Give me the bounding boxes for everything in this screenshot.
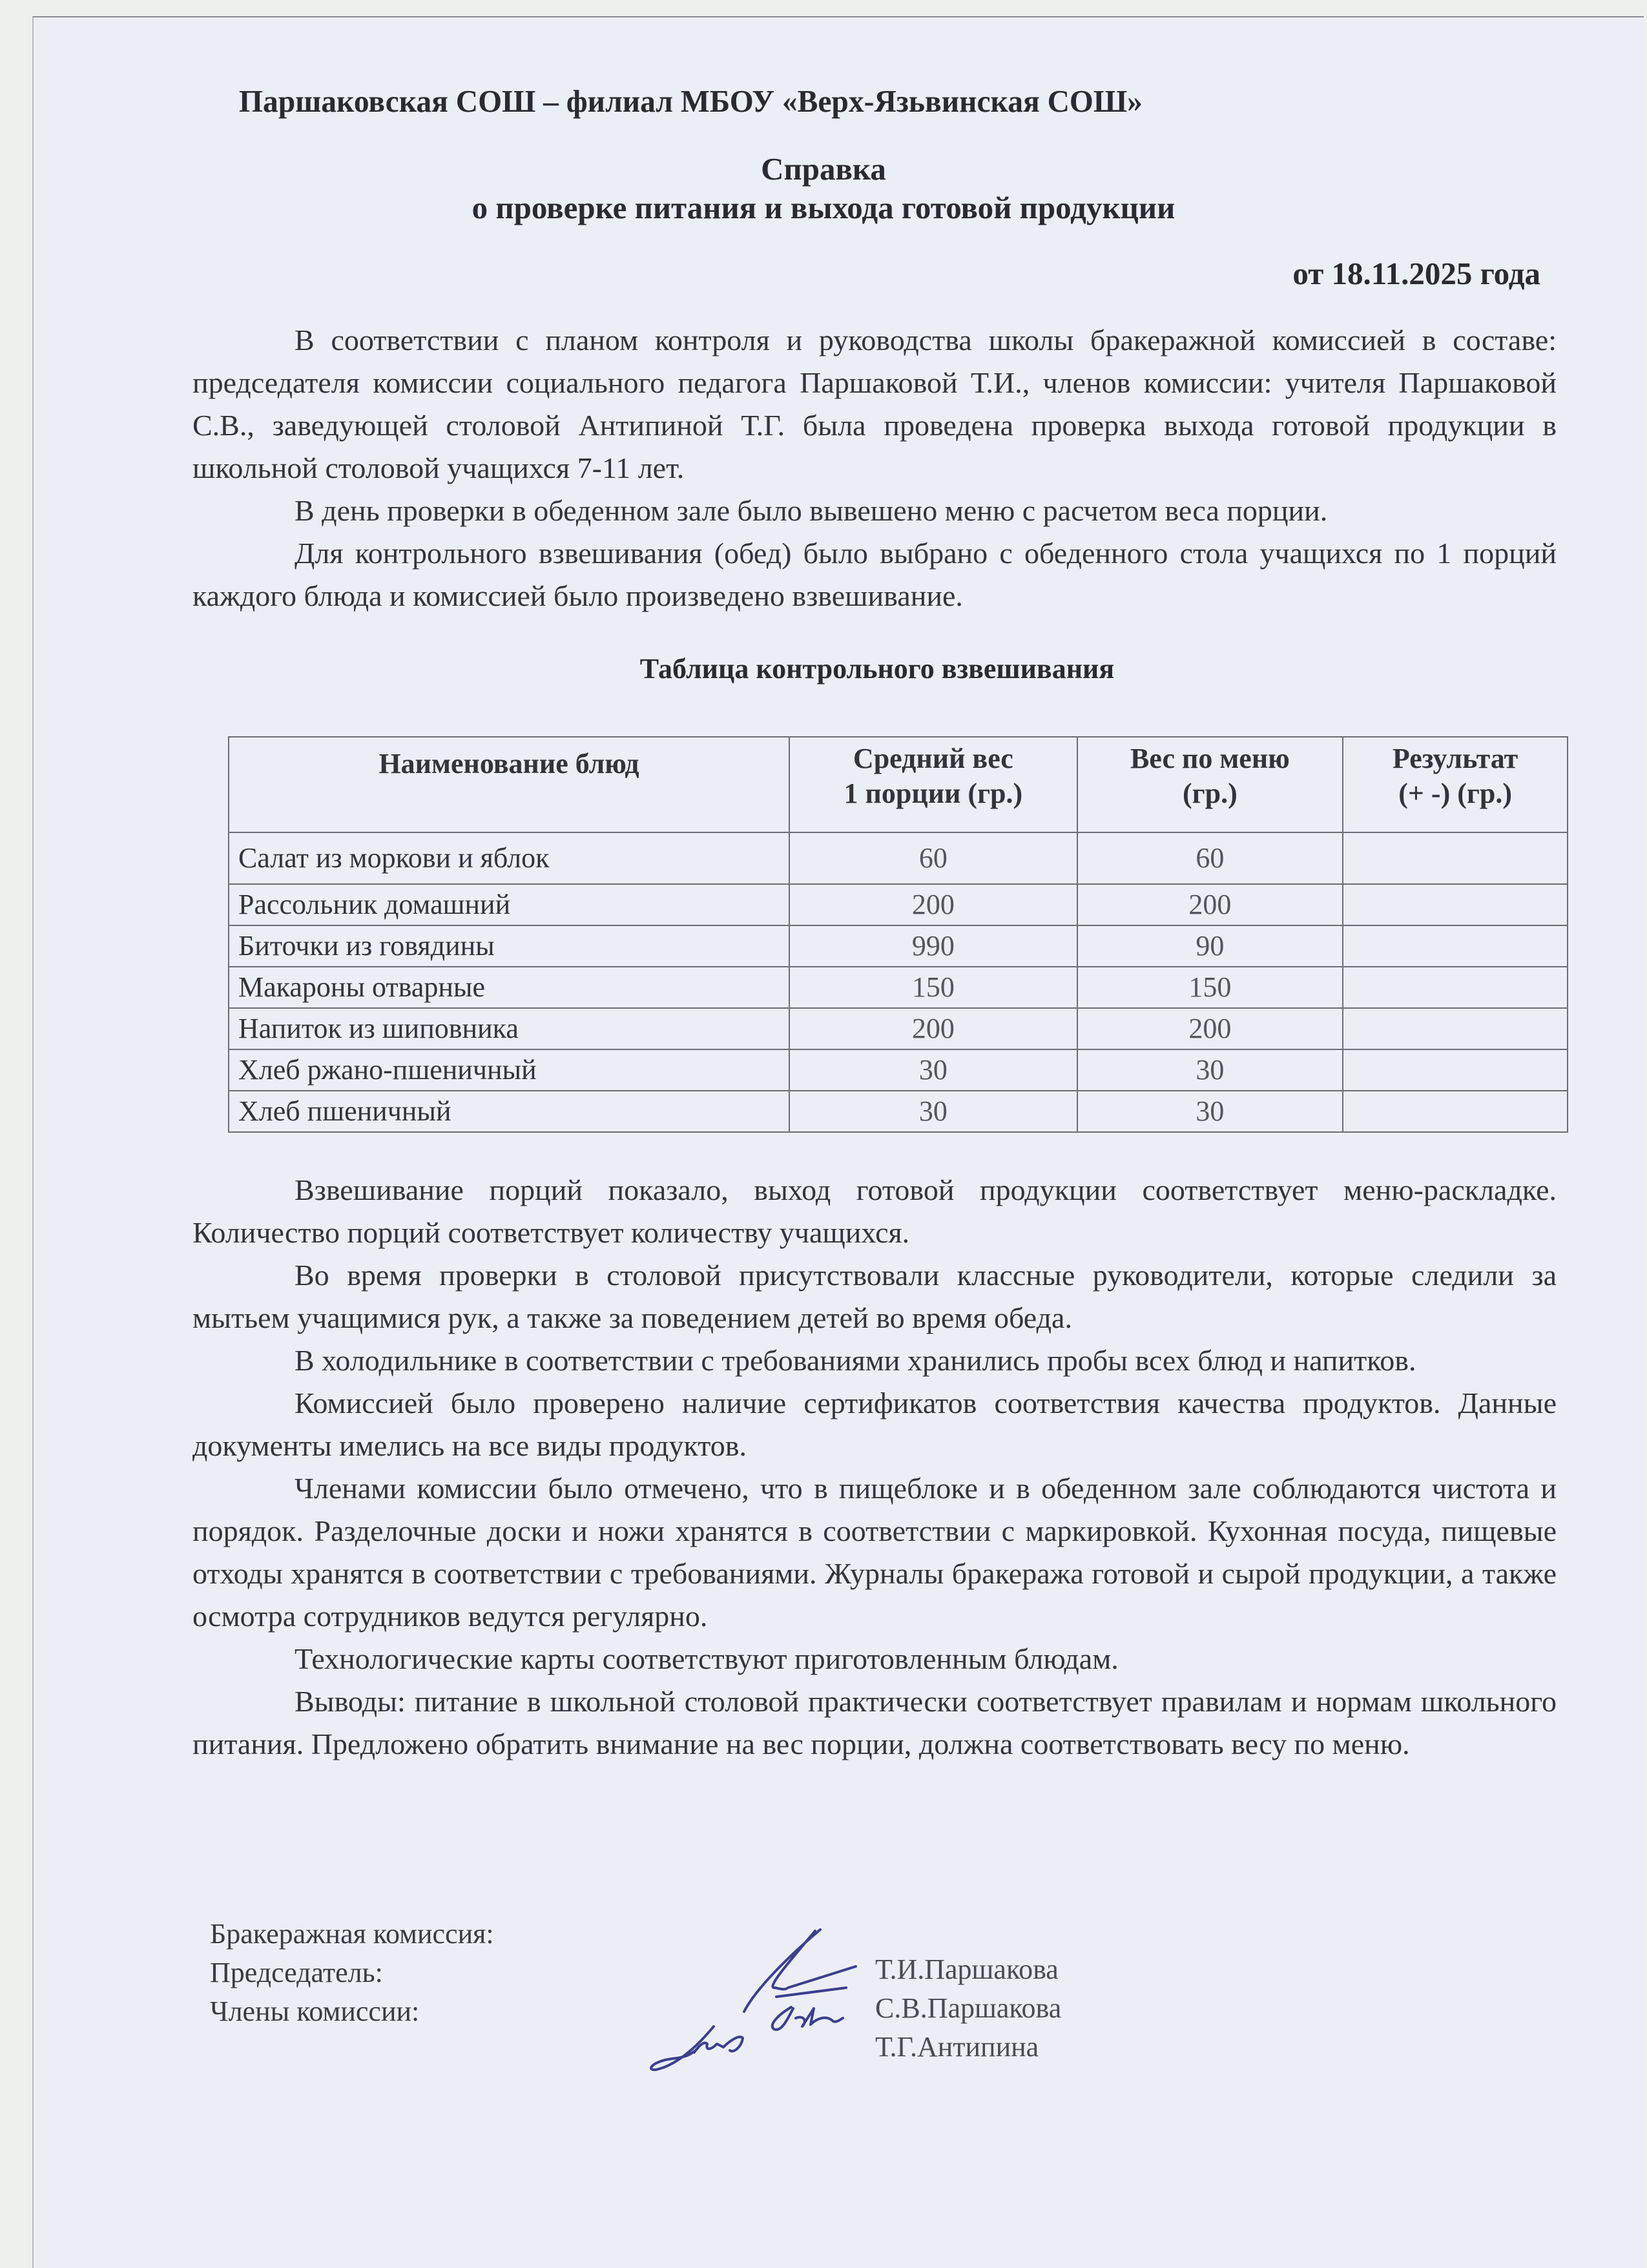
weighing-table [228,736,1568,1133]
header-label: (гр.) [1183,778,1238,809]
table-row [229,967,1568,1008]
member-name: Т.Г.Антипина [875,2031,1039,2063]
avg-weight: 990 [789,925,1077,967]
document-date: от 18.11.2025 года [1292,256,1540,291]
document-title [0,150,1647,227]
dish-name: Напиток из шиповника [229,1008,789,1049]
result [1343,1049,1568,1091]
commission-label: Бракеражная комиссия: [210,1918,494,1950]
table-row [229,832,1568,884]
header-label: Наименование блюд [378,748,639,779]
result [1343,1091,1568,1132]
menu-weight: 60 [1077,832,1343,884]
header-label: (+ -) (гр.) [1398,778,1512,809]
table-row [229,1049,1568,1091]
intro-paragraph: В день проверки в обеденном зале было вывешено меню с расчетом веса порции. [295,494,1328,527]
findings-paragraph: Взвешивание порций показало, выход готовой продукции соответствует меню-раскладке. Количество порций соответствует количеству учащихся. [192,1173,1557,1249]
table-row [229,925,1568,967]
signatory-names [875,1950,1061,2067]
avg-weight: 200 [789,884,1077,925]
dish-name: Рассольник домашний [229,884,789,925]
conclusion-paragraph: Выводы: питание в школьной столовой практически соответствует правилам и нормам школьного питания. Предложено обратить внимание на вес порции, должна соответствовать весу по меню. [192,1685,1557,1760]
result [1343,967,1568,1008]
column-header-dish [229,737,789,832]
chair-label: Председатель: [210,1957,383,1988]
menu-weight: 30 [1077,1049,1343,1091]
menu-weight: 200 [1077,1008,1343,1049]
result [1343,1008,1568,1049]
signature-labels [210,1915,494,2031]
dish-name: Хлеб пшеничный [229,1091,789,1132]
table-header-row [229,737,1568,832]
dish-name: Биточки из говядины [229,925,789,967]
findings-paragraph: Членами комиссии было отмечено, что в пищеблоке и в обеденном зале соблюдаются чистота и порядок. Разделочные доски и ножи хранятся в соответствии с маркировкой. Кухонная посуда, пищевые отходы хранятся в соответствии с требованиями. Журналы бракеража готовой и сырой продукции, а также осмотра сотрудников ведутся регулярно. [192,1472,1557,1633]
chair-name: Т.И.Паршакова [875,1954,1059,1985]
document-type: Справка [761,151,886,187]
menu-weight: 30 [1077,1091,1343,1132]
findings-paragraph: Комиссией было проверено наличие сертификатов соответствия качества продуктов. Данные документы имелись на все виды продуктов. [192,1387,1557,1462]
intro-paragraph: В соответствии с планом контроля и руководства школы бракеражной комиссией в составе: председателя комиссии социального педагога Паршаковой Т.И., членов комиссии: учителя Паршаковой С.В., заведующей столовой Антипиной Т.Г. была проведена проверка выхода готовой продукции в школьной столовой учащихся 7-11 лет. [192,324,1557,484]
table-row [229,1091,1568,1132]
column-header-avg-weight [789,737,1077,832]
findings-paragraph: Во время проверки в столовой присутствовали классные руководители, которые следили за мытьем учащимися рук, а также за поведением детей во время обеда. [192,1259,1557,1334]
organization-title: Паршаковская СОШ – филиал МБОУ «Верх-Язьвинская СОШ» [239,83,1143,119]
menu-weight: 200 [1077,884,1343,925]
intro-section [192,319,1557,617]
dish-name: Макароны отварные [229,967,789,1008]
document-subject: о проверке питания и выхода готовой продукции [471,190,1176,225]
findings-section [192,1169,1557,1766]
intro-paragraph: Для контрольного взвешивания (обед) было выбрано с обеденного стола учащихся по 1 порций каждого блюда и комиссией было произведено взвешивание. [192,537,1557,612]
avg-weight: 60 [789,832,1077,884]
table-caption: Таблица контрольного взвешивания [639,653,1115,685]
member-name: С.В.Паршакова [875,1992,1062,2024]
result [1343,832,1568,884]
header-label: Средний вес [853,743,1013,774]
menu-weight: 150 [1077,967,1343,1008]
members-label: Члены комиссии: [210,1995,420,2027]
result [1343,884,1568,925]
avg-weight: 30 [789,1091,1077,1132]
findings-paragraph: Технологические карты соответствуют приготовленным блюдам. [295,1642,1119,1675]
avg-weight: 30 [789,1049,1077,1091]
table-row [229,1008,1568,1049]
handwritten-signatures-icon [627,1912,872,2073]
column-header-result [1343,737,1568,832]
avg-weight: 200 [789,1008,1077,1049]
menu-weight: 90 [1077,925,1343,967]
findings-paragraph: В холодильнике в соответствии с требованиями хранились пробы всех блюд и напитков. [295,1344,1416,1377]
header-label: 1 порции (гр.) [844,778,1023,809]
header-label: Результат [1392,743,1518,774]
dish-name: Хлеб ржано-пшеничный [229,1049,789,1091]
result [1343,925,1568,967]
header-label: Вес по меню [1130,743,1290,774]
table-row [229,884,1568,925]
column-header-menu-weight [1077,737,1343,832]
dish-name: Салат из моркови и яблок [229,832,789,884]
avg-weight: 150 [789,967,1077,1008]
